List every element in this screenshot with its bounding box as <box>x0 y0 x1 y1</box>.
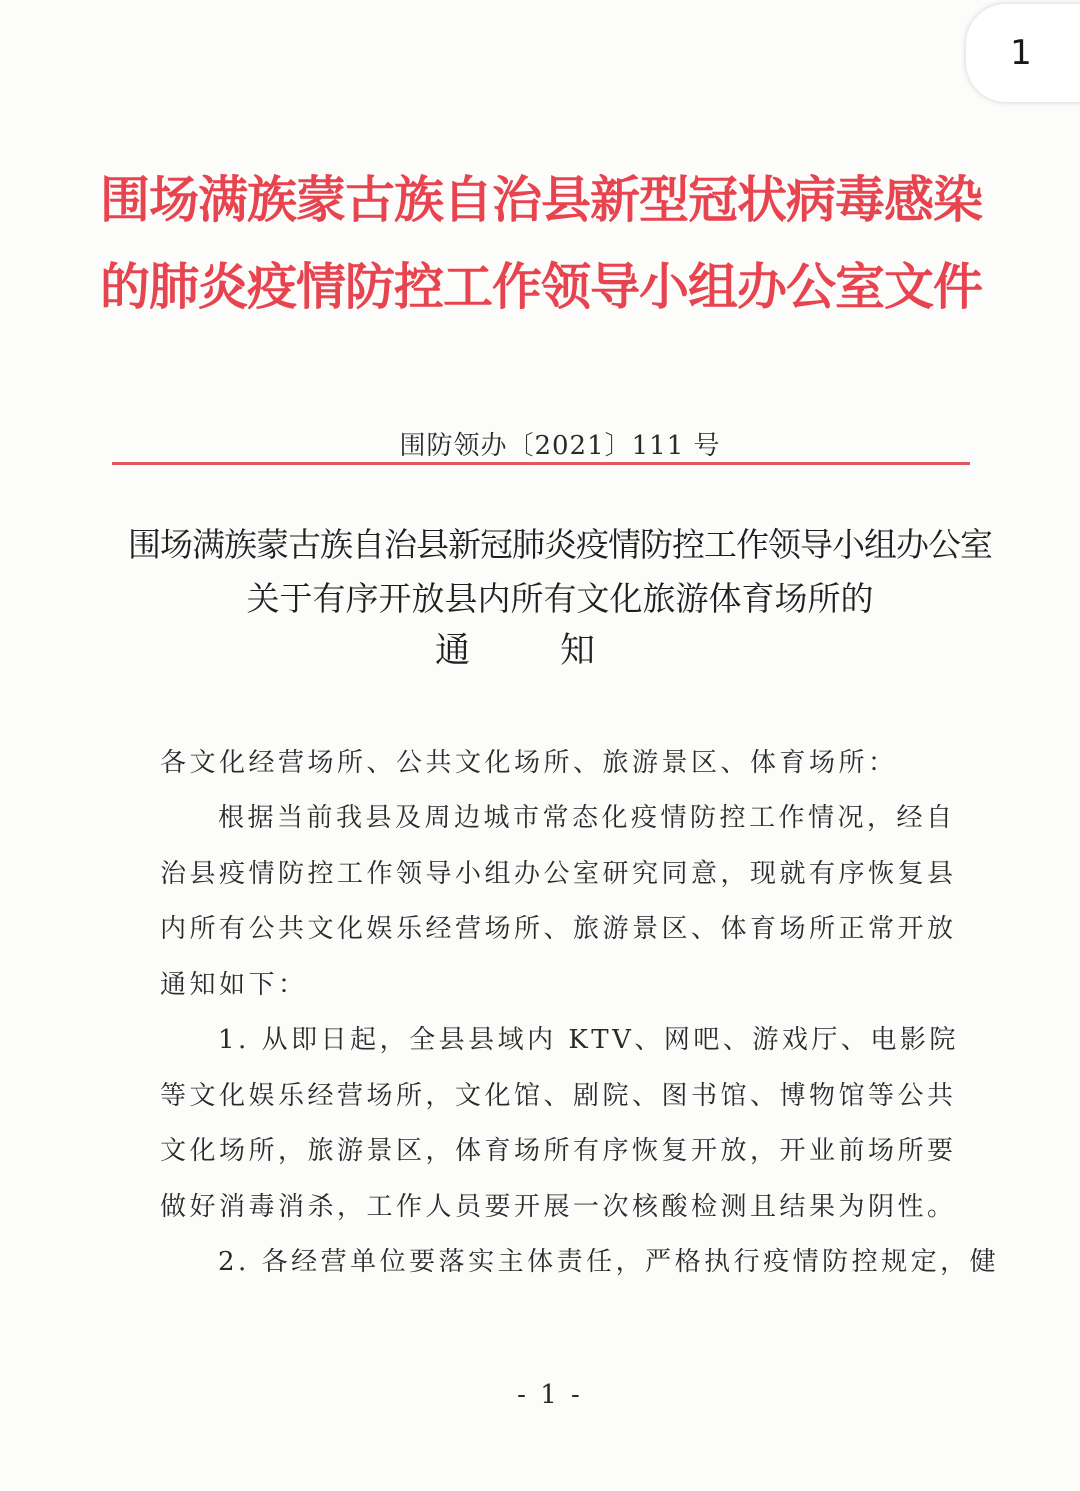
document-number: 围防领办〔2021〕111 号 <box>399 431 721 461</box>
notice-title-line-3: 通知 <box>434 631 685 671</box>
body-item-2: 2. 各经营单位要落实主体责任，严格执行疫情防控规定，健 <box>218 1247 1000 1277</box>
page-number-badge-label: 1 <box>1010 33 1032 73</box>
page-footer-number: - 1 - <box>517 1380 583 1410</box>
notice-title-line-2: 关于有序开放县内所有文化旅游体育场所的 <box>246 579 874 618</box>
body-item-1: 1. 从即日起，全县县域内 KTV、网吧、游戏厅、电影院等文化娱乐经营场所，文化馆、剧院、图书馆、博物馆等公共文化场所，旅游景区，体育场所有序恢复开放，开业前场所要做好消毒消杀，工作人员要开展一次核酸检测且结果为阴性。 <box>160 1025 959 1222</box>
notice-title-line-1: 围场满族蒙古族自治县新冠肺炎疫情防控工作领导小组办公室 <box>128 525 992 564</box>
document-header-line-2: 的肺炎疫情防控工作领导小组办公室文件 <box>100 258 982 316</box>
page-number-badge <box>966 4 1080 102</box>
salutation: 各文化经营场所、公共文化场所、旅游景区、体育场所： <box>160 748 898 778</box>
body-paragraph-1: 根据当前我县及周边城市常态化疫情防控工作情况，经自治县疫情防控工作领导小组办公室研究同意，现就有序恢复县内所有公共文化娱乐经营场所、旅游景区、体育场所正常开放通知如下： <box>160 803 957 1000</box>
red-divider-line <box>112 462 970 465</box>
document-header-line-1: 围场满族蒙古族自治县新型冠状病毒感染 <box>100 171 982 229</box>
